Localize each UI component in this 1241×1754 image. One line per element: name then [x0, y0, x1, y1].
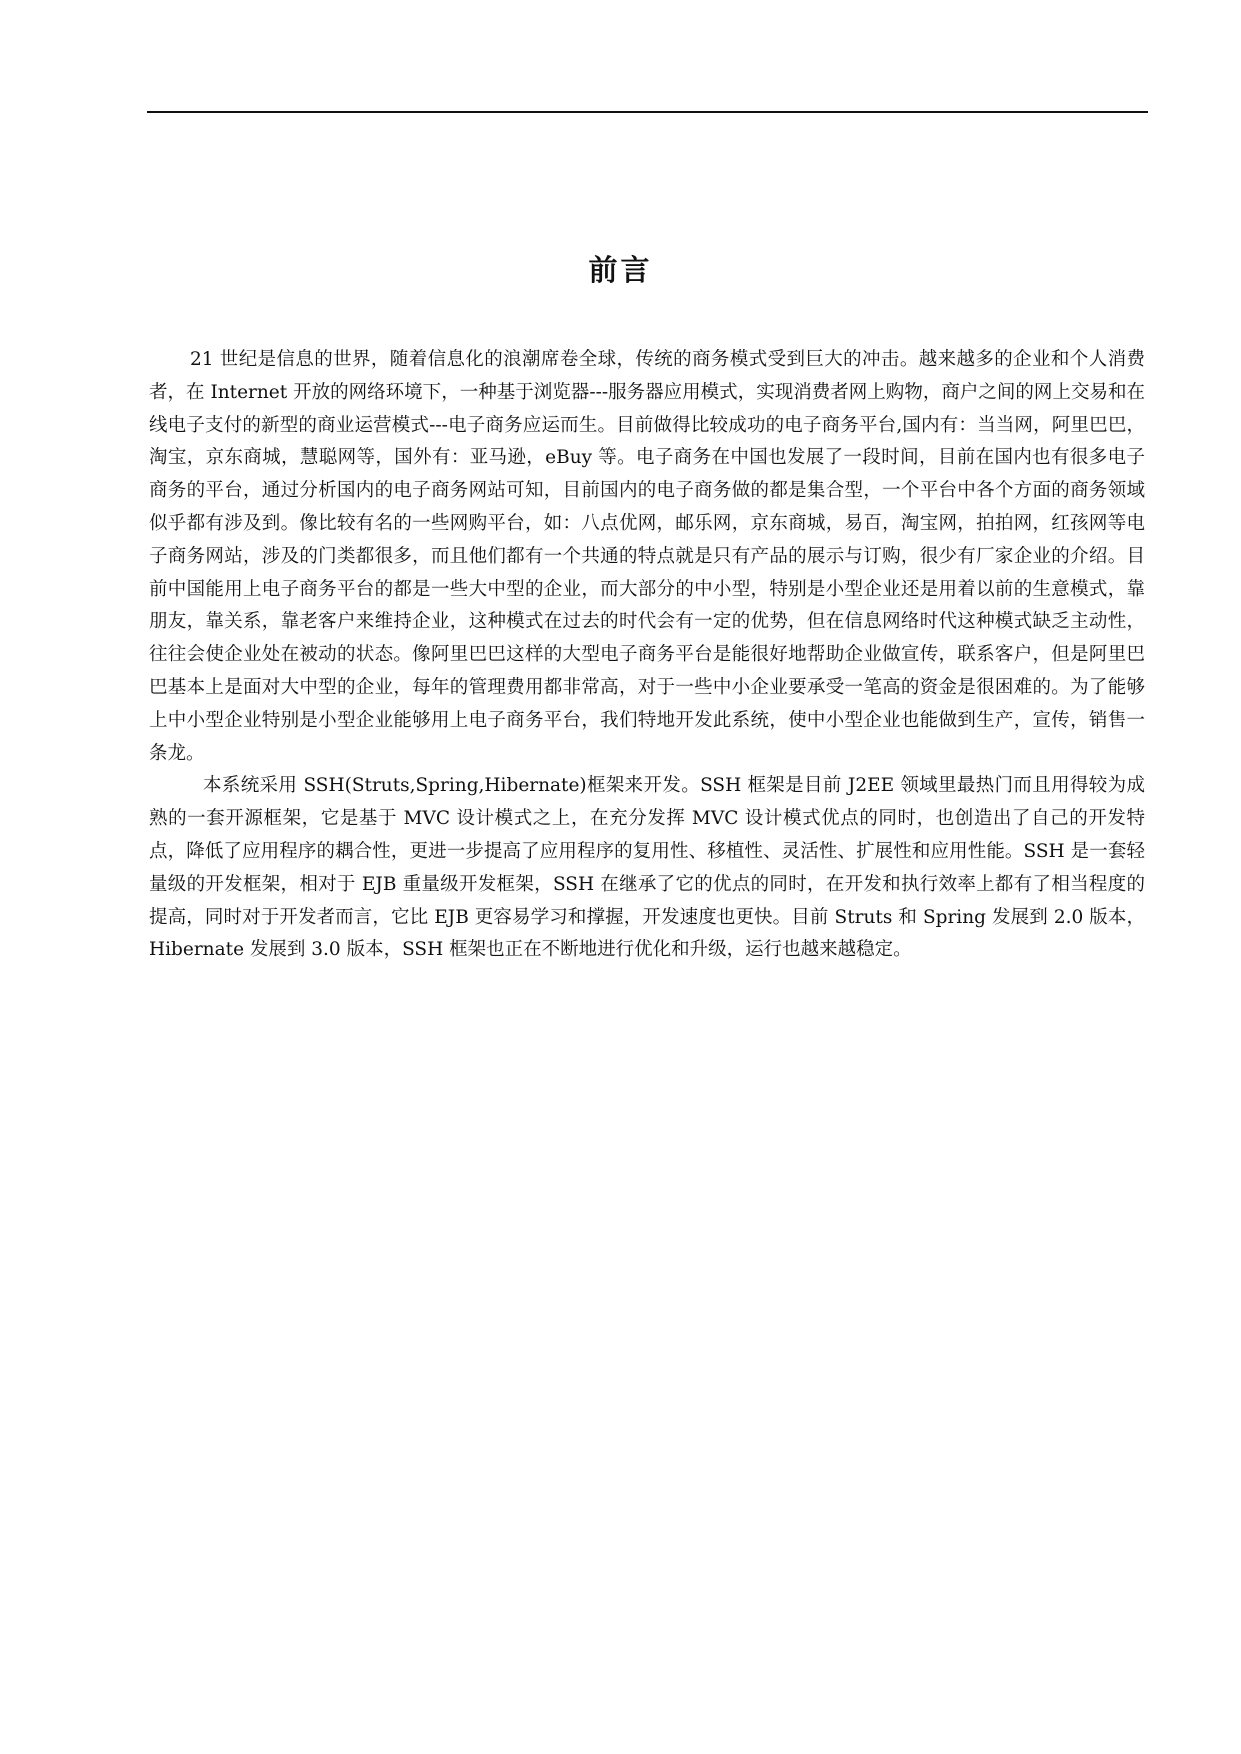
body-text	[149, 344, 1145, 967]
paragraph-ssh-framework: 本系统采用 SSH(Struts,Spring,Hibernate)框架来开发。SSH 框架是目前 J2EE 领域里最热门而且用得较为成熟的一套开源框架，它是基于 MVC 设计模式之上，在充分发挥 MVC 设计模式优点的同时，也创造出了自己的开发特点，降低了应用程序的耦合性，更进一步提高了应用程序的复用性、移植性、灵活性、扩展性和应用性能。SSH 是一套轻量级的开发框架，相对于 EJB 重量级开发框架，SSH 在继承了它的优点的同时，在开发和执行效率上都有了相当程度的提高，同时对于开发者而言，它比 EJB 更容易学习和撑握，开发速度也更快。目前 Struts 和 Spring 发展到 2.0 版本，Hibernate 发展到 3.0 版本，SSH 框架也正在不断地进行优化和升级，运行也越来越稳定。	[149, 775, 1145, 961]
paragraph-intro: 21 世纪是信息的世界，随着信息化的浪潮席卷全球，传统的商务模式受到巨大的冲击。越来越多的企业和个人消费者，在 Internet 开放的网络环境下，一种基于浏览器---服务器应用模式，实现消费者网上购物，商户之间的网上交易和在线电子支付的新型的商业运营模式---电子商务应运而生。目前做得比较成功的电子商务平台,国内有：当当网，阿里巴巴，淘宝，京东商城，慧聪网等，国外有：亚马逊，eBuy 等。电子商务在中国也发展了一段时间，目前在国内也有很多电子商务的平台，通过分析国内的电子商务网站可知，目前国内的电子商务做的都是集合型，一个平台中各个方面的商务领域似乎都有涉及到。像比较有名的一些网购平台，如：八点优网，邮乐网，京东商城，易百，淘宝网，拍拍网，红孩网等电子商务网站，涉及的门类都很多，而且他们都有一个共通的特点就是只有产品的展示与订购，很少有厂家企业的介绍。目前中国能用上电子商务平台的都是一些大中型的企业，而大部分的中小型，特别是小型企业还是用着以前的生意模式，靠朋友，靠关系，靠老客户来维持企业，这种模式在过去的时代会有一定的优势，但在信息网络时代这种模式缺乏主动性，往往会使企业处在被动的状态。像阿里巴巴这样的大型电子商务平台是能很好地帮助企业做宣传，联系客户，但是阿里巴巴基本上是面对大中型的企业，每年的管理费用都非常高，对于一些中小企业要承受一笔高的资金是很困难的。为了能够上中小型企业特别是小型企业能够用上电子商务平台，我们特地开发此系统，使中小型企业也能做到生产，宣传，销售一条龙。	[149, 349, 1145, 764]
page-title: 前言	[588, 253, 653, 287]
header-rule	[147, 111, 1148, 113]
